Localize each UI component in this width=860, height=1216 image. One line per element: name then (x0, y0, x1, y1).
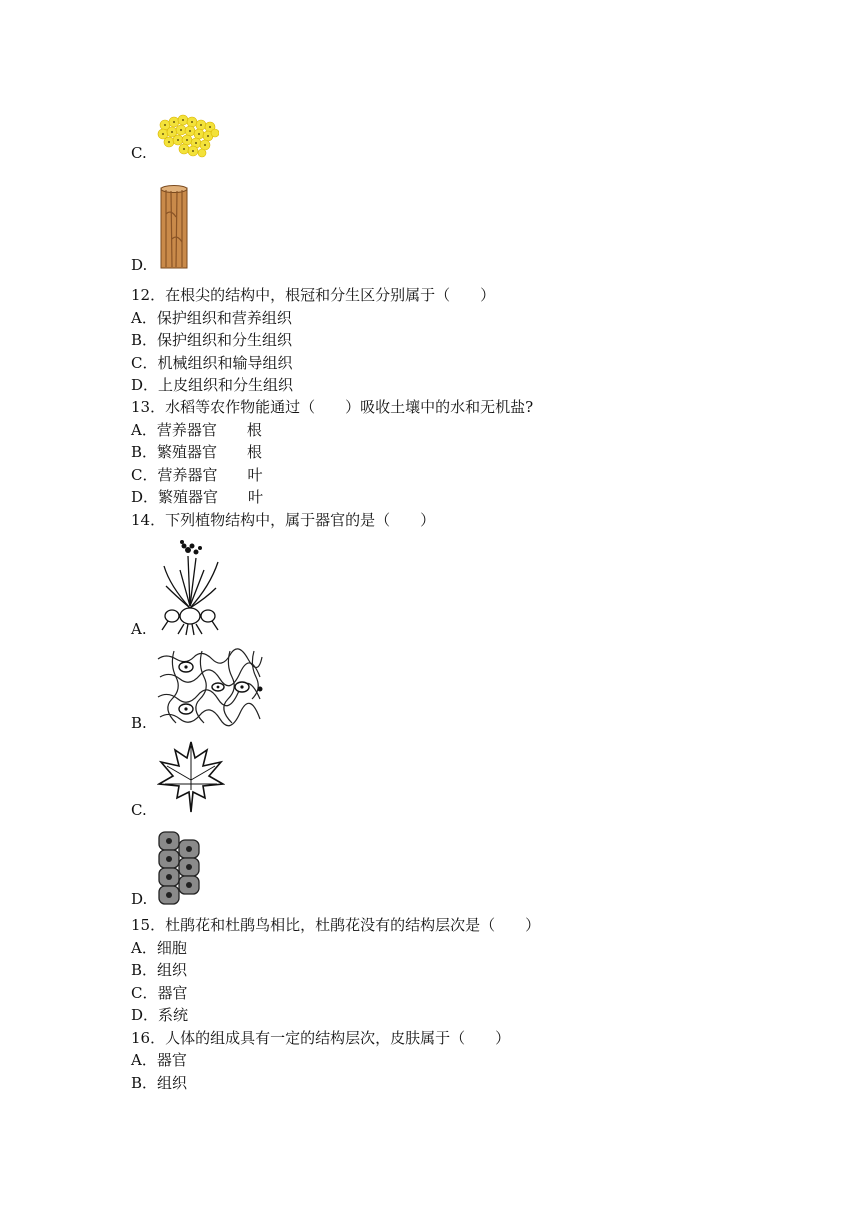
question-13-stem: 13．水稻等农作物能通过（ ）吸收土壤中的水和无机盐? (131, 398, 534, 416)
option-text: C．器官 (131, 984, 188, 1002)
question-16-stem: 16．人体的组成具有一定的结构层次，皮肤属于（ ） (131, 1029, 511, 1047)
option-text: B．保护组织和分生组织 (131, 331, 293, 349)
question-14-stem: 14．下列植物结构中，属于器官的是（ ） (131, 511, 436, 529)
whole-plant-with-bulb-image (156, 536, 228, 636)
option-label: C. (131, 144, 147, 162)
wood-fiber-bundle-image (158, 184, 190, 270)
option-text: B．繁殖器官 根 (131, 443, 263, 461)
option-label: B. (131, 714, 147, 732)
option-text: C．机械组织和输导组织 (131, 354, 293, 372)
option-text: B．组织 (131, 1074, 188, 1092)
gray-cells-image (157, 830, 203, 906)
option-label: C. (131, 801, 147, 819)
option-text: A．细胞 (131, 939, 187, 957)
yellow-cell-cluster-image (157, 113, 219, 159)
option-text: D．系统 (131, 1006, 189, 1024)
option-text: D．繁殖器官 叶 (131, 488, 264, 506)
option-text: C．营养器官 叶 (131, 466, 263, 484)
question-15-stem: 15．杜鹃花和杜鹃鸟相比，杜鹃花没有的结构层次是（ ） (131, 916, 541, 934)
option-text: A．保护组织和营养组织 (131, 309, 292, 327)
option-text: D．上皮组织和分生组织 (131, 376, 294, 394)
question-12-stem: 12．在根尖的结构中，根冠和分生区分别属于（ ） (131, 286, 496, 304)
epidermis-stomata-image (156, 647, 264, 727)
option-text: A．器官 (131, 1051, 187, 1069)
maple-leaf-image (157, 740, 225, 814)
option-label: A. (131, 620, 147, 638)
option-label: D. (131, 256, 148, 274)
option-text: A．营养器官 根 (131, 421, 262, 439)
option-label: D. (131, 890, 148, 908)
option-text: B．组织 (131, 961, 188, 979)
